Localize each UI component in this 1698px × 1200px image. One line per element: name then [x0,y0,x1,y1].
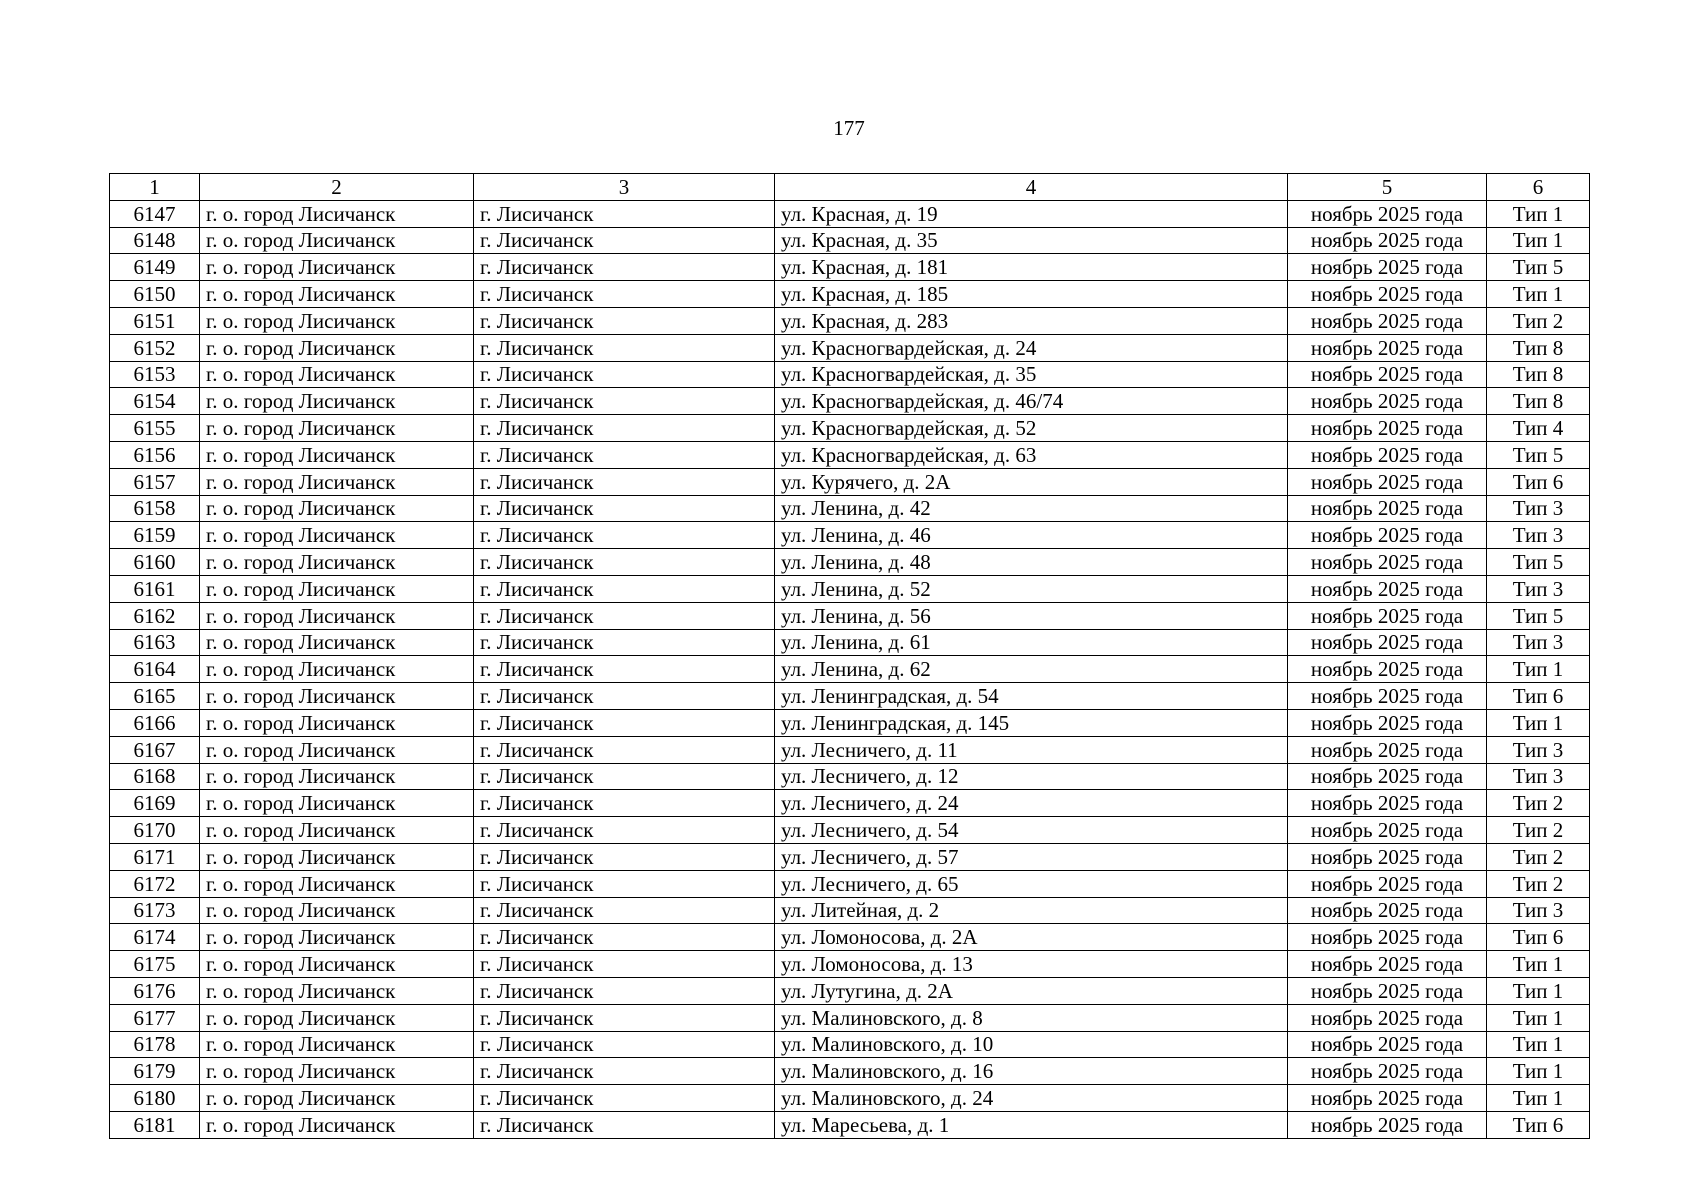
deadline-cell: ноябрь 2025 года [1288,1058,1487,1085]
municipality-cell: г. о. город Лисичанск [200,1058,474,1085]
type-cell: Тип 3 [1487,495,1590,522]
settlement-cell: г. Лисичанск [474,1058,775,1085]
settlement-cell: г. Лисичанск [474,227,775,254]
table-row [110,709,1590,736]
municipality-cell: г. о. город Лисичанск [200,897,474,924]
table-row [110,1058,1590,1085]
address-cell: ул. Красногвардейская, д. 24 [775,334,1288,361]
type-cell: Тип 5 [1487,254,1590,281]
column-header: 1 [110,174,200,201]
deadline-cell: ноябрь 2025 года [1288,897,1487,924]
municipality-cell: г. о. город Лисичанск [200,843,474,870]
municipality-cell: г. о. город Лисичанск [200,1111,474,1138]
settlement-cell: г. Лисичанск [474,709,775,736]
settlement-cell: г. Лисичанск [474,1004,775,1031]
table-row [110,522,1590,549]
deadline-cell: ноябрь 2025 года [1288,709,1487,736]
address-cell: ул. Лутугина, д. 2А [775,977,1288,1004]
table-body [110,200,1590,1138]
address-cell: ул. Красная, д. 181 [775,254,1288,281]
municipality-cell: г. о. город Лисичанск [200,441,474,468]
address-cell: ул. Ленинградская, д. 145 [775,709,1288,736]
row-number-cell: 6147 [110,200,200,227]
municipality-cell: г. о. город Лисичанск [200,575,474,602]
row-number-cell: 6160 [110,549,200,576]
column-header: 2 [200,174,474,201]
deadline-cell: ноябрь 2025 года [1288,1004,1487,1031]
municipality-cell: г. о. город Лисичанск [200,656,474,683]
table-row [110,334,1590,361]
deadline-cell: ноябрь 2025 года [1288,575,1487,602]
settlement-cell: г. Лисичанск [474,763,775,790]
settlement-cell: г. Лисичанск [474,736,775,763]
deadline-cell: ноябрь 2025 года [1288,656,1487,683]
settlement-cell: г. Лисичанск [474,951,775,978]
type-cell: Тип 2 [1487,790,1590,817]
row-number-cell: 6159 [110,522,200,549]
address-cell: ул. Лесничего, д. 24 [775,790,1288,817]
type-cell: Тип 6 [1487,468,1590,495]
row-number-cell: 6163 [110,629,200,656]
row-number-cell: 6148 [110,227,200,254]
address-cell: ул. Маресьева, д. 1 [775,1111,1288,1138]
deadline-cell: ноябрь 2025 года [1288,683,1487,710]
address-cell: ул. Красногвардейская, д. 52 [775,415,1288,442]
municipality-cell: г. о. город Лисичанск [200,951,474,978]
table-row [110,683,1590,710]
type-cell: Тип 1 [1487,281,1590,308]
municipality-cell: г. о. город Лисичанск [200,549,474,576]
municipality-cell: г. о. город Лисичанск [200,977,474,1004]
address-cell: ул. Красная, д. 283 [775,307,1288,334]
row-number-cell: 6179 [110,1058,200,1085]
address-cell: ул. Ленина, д. 46 [775,522,1288,549]
address-cell: ул. Красная, д. 185 [775,281,1288,308]
deadline-cell: ноябрь 2025 года [1288,227,1487,254]
settlement-cell: г. Лисичанск [474,656,775,683]
settlement-cell: г. Лисичанск [474,602,775,629]
table-row [110,227,1590,254]
table-row [110,656,1590,683]
settlement-cell: г. Лисичанск [474,549,775,576]
type-cell: Тип 3 [1487,897,1590,924]
type-cell: Тип 5 [1487,602,1590,629]
type-cell: Тип 1 [1487,227,1590,254]
type-cell: Тип 2 [1487,307,1590,334]
address-cell: ул. Ленинградская, д. 54 [775,683,1288,710]
address-cell: ул. Ленина, д. 56 [775,602,1288,629]
address-cell: ул. Красная, д. 19 [775,200,1288,227]
address-cell: ул. Малиновского, д. 10 [775,1031,1288,1058]
row-number-cell: 6168 [110,763,200,790]
settlement-cell: г. Лисичанск [474,200,775,227]
settlement-cell: г. Лисичанск [474,790,775,817]
settlement-cell: г. Лисичанск [474,1111,775,1138]
deadline-cell: ноябрь 2025 года [1288,549,1487,576]
row-number-cell: 6180 [110,1085,200,1112]
table-row [110,790,1590,817]
row-number-cell: 6152 [110,334,200,361]
municipality-cell: г. о. город Лисичанск [200,817,474,844]
row-number-cell: 6161 [110,575,200,602]
settlement-cell: г. Лисичанск [474,1085,775,1112]
settlement-cell: г. Лисичанск [474,415,775,442]
table-row [110,361,1590,388]
deadline-cell: ноябрь 2025 года [1288,522,1487,549]
row-number-cell: 6151 [110,307,200,334]
deadline-cell: ноябрь 2025 года [1288,254,1487,281]
settlement-cell: г. Лисичанск [474,843,775,870]
municipality-cell: г. о. город Лисичанск [200,790,474,817]
settlement-cell: г. Лисичанск [474,495,775,522]
table-header-row [110,174,1590,201]
municipality-cell: г. о. город Лисичанск [200,763,474,790]
municipality-cell: г. о. город Лисичанск [200,736,474,763]
type-cell: Тип 3 [1487,736,1590,763]
table-header [110,174,1590,201]
municipality-cell: г. о. город Лисичанск [200,1004,474,1031]
settlement-cell: г. Лисичанск [474,817,775,844]
row-number-cell: 6153 [110,361,200,388]
municipality-cell: г. о. город Лисичанск [200,709,474,736]
table-row [110,1004,1590,1031]
deadline-cell: ноябрь 2025 года [1288,281,1487,308]
settlement-cell: г. Лисичанск [474,977,775,1004]
type-cell: Тип 2 [1487,817,1590,844]
row-number-cell: 6174 [110,924,200,951]
municipality-cell: г. о. город Лисичанск [200,1085,474,1112]
settlement-cell: г. Лисичанск [474,388,775,415]
table-row [110,977,1590,1004]
table-row [110,415,1590,442]
municipality-cell: г. о. город Лисичанск [200,629,474,656]
deadline-cell: ноябрь 2025 года [1288,790,1487,817]
address-cell: ул. Ленина, д. 61 [775,629,1288,656]
table-row [110,629,1590,656]
municipality-cell: г. о. город Лисичанск [200,388,474,415]
type-cell: Тип 4 [1487,415,1590,442]
deadline-cell: ноябрь 2025 года [1288,388,1487,415]
settlement-cell: г. Лисичанск [474,307,775,334]
municipality-cell: г. о. город Лисичанск [200,227,474,254]
settlement-cell: г. Лисичанск [474,468,775,495]
municipality-cell: г. о. город Лисичанск [200,522,474,549]
settlement-cell: г. Лисичанск [474,870,775,897]
row-number-cell: 6154 [110,388,200,415]
address-cell: ул. Лесничего, д. 57 [775,843,1288,870]
row-number-cell: 6175 [110,951,200,978]
address-cell: ул. Лесничего, д. 11 [775,736,1288,763]
type-cell: Тип 1 [1487,1085,1590,1112]
deadline-cell: ноябрь 2025 года [1288,415,1487,442]
address-cell: ул. Ломоносова, д. 2А [775,924,1288,951]
row-number-cell: 6171 [110,843,200,870]
municipality-cell: г. о. город Лисичанск [200,602,474,629]
table-row [110,951,1590,978]
address-cell: ул. Ленина, д. 52 [775,575,1288,602]
settlement-cell: г. Лисичанск [474,522,775,549]
page-number: 177 [833,116,865,140]
row-number-cell: 6165 [110,683,200,710]
type-cell: Тип 1 [1487,200,1590,227]
row-number-cell: 6158 [110,495,200,522]
municipality-cell: г. о. город Лисичанск [200,924,474,951]
row-number-cell: 6167 [110,736,200,763]
table-row [110,897,1590,924]
row-number-cell: 6164 [110,656,200,683]
municipality-cell: г. о. город Лисичанск [200,334,474,361]
table-row [110,254,1590,281]
type-cell: Тип 3 [1487,575,1590,602]
type-cell: Тип 3 [1487,629,1590,656]
municipality-cell: г. о. город Лисичанск [200,495,474,522]
table-row [110,307,1590,334]
deadline-cell: ноябрь 2025 года [1288,843,1487,870]
deadline-cell: ноябрь 2025 года [1288,1111,1487,1138]
row-number-cell: 6173 [110,897,200,924]
address-cell: ул. Ленина, д. 62 [775,656,1288,683]
table-row [110,602,1590,629]
municipality-cell: г. о. город Лисичанск [200,254,474,281]
table-row [110,549,1590,576]
address-cell: ул. Лесничего, д. 12 [775,763,1288,790]
table-row [110,575,1590,602]
type-cell: Тип 2 [1487,843,1590,870]
address-cell: ул. Лесничего, д. 65 [775,870,1288,897]
row-number-cell: 6172 [110,870,200,897]
row-number-cell: 6178 [110,1031,200,1058]
type-cell: Тип 1 [1487,1031,1590,1058]
municipality-cell: г. о. город Лисичанск [200,468,474,495]
type-cell: Тип 1 [1487,656,1590,683]
address-cell: ул. Лесничего, д. 54 [775,817,1288,844]
address-cell: ул. Ленина, д. 48 [775,549,1288,576]
table-row [110,495,1590,522]
deadline-cell: ноябрь 2025 года [1288,1031,1487,1058]
address-cell: ул. Курячего, д. 2А [775,468,1288,495]
data-table [109,173,1590,1139]
deadline-cell: ноябрь 2025 года [1288,817,1487,844]
row-number-cell: 6162 [110,602,200,629]
municipality-cell: г. о. город Лисичанск [200,200,474,227]
settlement-cell: г. Лисичанск [474,281,775,308]
deadline-cell: ноябрь 2025 года [1288,763,1487,790]
row-number-cell: 6155 [110,415,200,442]
table-row [110,200,1590,227]
deadline-cell: ноябрь 2025 года [1288,307,1487,334]
settlement-cell: г. Лисичанск [474,683,775,710]
settlement-cell: г. Лисичанск [474,441,775,468]
address-cell: ул. Красногвардейская, д. 35 [775,361,1288,388]
deadline-cell: ноябрь 2025 года [1288,334,1487,361]
deadline-cell: ноябрь 2025 года [1288,629,1487,656]
municipality-cell: г. о. город Лисичанск [200,361,474,388]
table-row [110,388,1590,415]
row-number-cell: 6177 [110,1004,200,1031]
row-number-cell: 6181 [110,1111,200,1138]
deadline-cell: ноябрь 2025 года [1288,1085,1487,1112]
column-header: 6 [1487,174,1590,201]
deadline-cell: ноябрь 2025 года [1288,870,1487,897]
table-row [110,441,1590,468]
table-row [110,1111,1590,1138]
table-row [110,1085,1590,1112]
type-cell: Тип 3 [1487,763,1590,790]
settlement-cell: г. Лисичанск [474,361,775,388]
deadline-cell: ноябрь 2025 года [1288,602,1487,629]
table-row [110,468,1590,495]
deadline-cell: ноябрь 2025 года [1288,468,1487,495]
type-cell: Тип 5 [1487,549,1590,576]
table-row [110,924,1590,951]
type-cell: Тип 8 [1487,334,1590,361]
type-cell: Тип 1 [1487,1058,1590,1085]
municipality-cell: г. о. город Лисичанск [200,281,474,308]
address-cell: ул. Красногвардейская, д. 63 [775,441,1288,468]
municipality-cell: г. о. город Лисичанск [200,415,474,442]
column-header: 5 [1288,174,1487,201]
type-cell: Тип 5 [1487,441,1590,468]
settlement-cell: г. Лисичанск [474,575,775,602]
column-header: 3 [474,174,775,201]
type-cell: Тип 6 [1487,1111,1590,1138]
row-number-cell: 6170 [110,817,200,844]
deadline-cell: ноябрь 2025 года [1288,441,1487,468]
address-cell: ул. Ломоносова, д. 13 [775,951,1288,978]
column-header: 4 [775,174,1288,201]
type-cell: Тип 6 [1487,683,1590,710]
row-number-cell: 6166 [110,709,200,736]
settlement-cell: г. Лисичанск [474,924,775,951]
type-cell: Тип 1 [1487,951,1590,978]
type-cell: Тип 1 [1487,709,1590,736]
settlement-cell: г. Лисичанск [474,1031,775,1058]
deadline-cell: ноябрь 2025 года [1288,200,1487,227]
deadline-cell: ноябрь 2025 года [1288,736,1487,763]
address-cell: ул. Литейная, д. 2 [775,897,1288,924]
type-cell: Тип 3 [1487,522,1590,549]
address-cell: ул. Красногвардейская, д. 46/74 [775,388,1288,415]
table-row [110,817,1590,844]
deadline-cell: ноябрь 2025 года [1288,924,1487,951]
deadline-cell: ноябрь 2025 года [1288,951,1487,978]
municipality-cell: г. о. город Лисичанск [200,870,474,897]
type-cell: Тип 6 [1487,924,1590,951]
deadline-cell: ноябрь 2025 года [1288,977,1487,1004]
address-cell: ул. Малиновского, д. 8 [775,1004,1288,1031]
table-row [110,736,1590,763]
row-number-cell: 6150 [110,281,200,308]
settlement-cell: г. Лисичанск [474,629,775,656]
address-cell: ул. Малиновского, д. 16 [775,1058,1288,1085]
table-row [110,870,1590,897]
address-cell: ул. Красная, д. 35 [775,227,1288,254]
address-cell: ул. Малиновского, д. 24 [775,1085,1288,1112]
row-number-cell: 6169 [110,790,200,817]
row-number-cell: 6157 [110,468,200,495]
type-cell: Тип 8 [1487,361,1590,388]
table-row [110,763,1590,790]
deadline-cell: ноябрь 2025 года [1288,361,1487,388]
row-number-cell: 6176 [110,977,200,1004]
type-cell: Тип 1 [1487,977,1590,1004]
type-cell: Тип 2 [1487,870,1590,897]
table-row [110,843,1590,870]
table-row [110,281,1590,308]
address-cell: ул. Ленина, д. 42 [775,495,1288,522]
type-cell: Тип 1 [1487,1004,1590,1031]
municipality-cell: г. о. город Лисичанск [200,307,474,334]
settlement-cell: г. Лисичанск [474,897,775,924]
municipality-cell: г. о. город Лисичанск [200,1031,474,1058]
row-number-cell: 6149 [110,254,200,281]
deadline-cell: ноябрь 2025 года [1288,495,1487,522]
table-row [110,1031,1590,1058]
type-cell: Тип 8 [1487,388,1590,415]
row-number-cell: 6156 [110,441,200,468]
settlement-cell: г. Лисичанск [474,254,775,281]
municipality-cell: г. о. город Лисичанск [200,683,474,710]
settlement-cell: г. Лисичанск [474,334,775,361]
